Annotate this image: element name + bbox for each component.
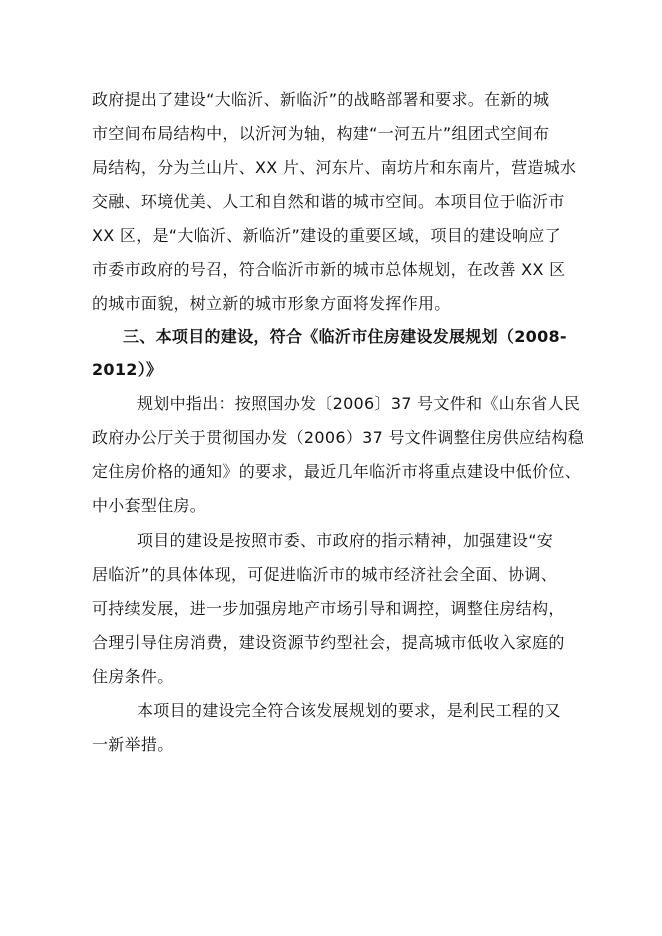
paragraph-1-line-1: 政府提出了建设“大临沂、新临沂”的战略部署和要求。在新的城	[92, 90, 550, 109]
paragraph-4-line-2: 一新举措。	[92, 735, 174, 754]
paragraph-2-line-2: 政府办公厅关于贯彻国办发（2006）37 号文件调整住房供应结构稳	[92, 428, 585, 447]
paragraph-3-line-5: 住房条件。	[92, 667, 174, 686]
section-heading-line-2: 2012）》	[92, 360, 163, 379]
paragraph-3-line-1: 项目的建设是按照市委、市政府的指示精神，加强建设“安	[137, 531, 554, 550]
paragraph-3-line-4: 合理引导住房消费，建设资源节约型社会，提高城市低收入家庭的	[92, 633, 565, 652]
section-heading-line-1: 三、本项目的建设，符合《临沂市住房建设发展规划（2008-	[123, 327, 567, 346]
paragraph-3-line-2: 居临沂”的具体体现，可促进临沂市的城市经济社会全面、协调、	[92, 565, 557, 584]
paragraph-1-line-6: 市委市政府的号召，符合临沂市新的城市总体规划，在改善 XX 区	[92, 260, 566, 279]
paragraph-4-line-1: 本项目的建设完全符合该发展规划的要求，是利民工程的又	[137, 701, 561, 720]
paragraph-2-line-3: 定住房价格的通知》的要求，最近几年临沂市将重点建设中低价位、	[92, 462, 582, 481]
paragraph-1-line-4: 交融、环境优美、人工和自然和谐的城市空间。本项目位于临沂市	[92, 192, 565, 211]
paragraph-1-line-5: XX 区，是“大临沂、新临沂”建设的重要区域，项目的建设响应了	[92, 226, 561, 245]
paragraph-2-line-4: 中小套型住房。	[92, 496, 207, 515]
paragraph-2-line-1: 规划中指出：按照国办发〔2006〕37 号文件和《山东省人民	[137, 394, 581, 413]
paragraph-1-line-3: 局结构，分为兰山片、XX 片、河东片、南坊片和东南片，营造城水	[92, 158, 577, 177]
paragraph-3-line-3: 可持续发展，进一步加强房地产市场引导和调控，调整住房结构，	[92, 599, 565, 618]
paragraph-1-line-2: 市空间布局结构中，以沂河为轴，构建“一河五片”组团式空间布	[92, 124, 550, 143]
paragraph-1-line-7: 的城市面貌，树立新的城市形象方面将发挥作用。	[92, 294, 451, 313]
